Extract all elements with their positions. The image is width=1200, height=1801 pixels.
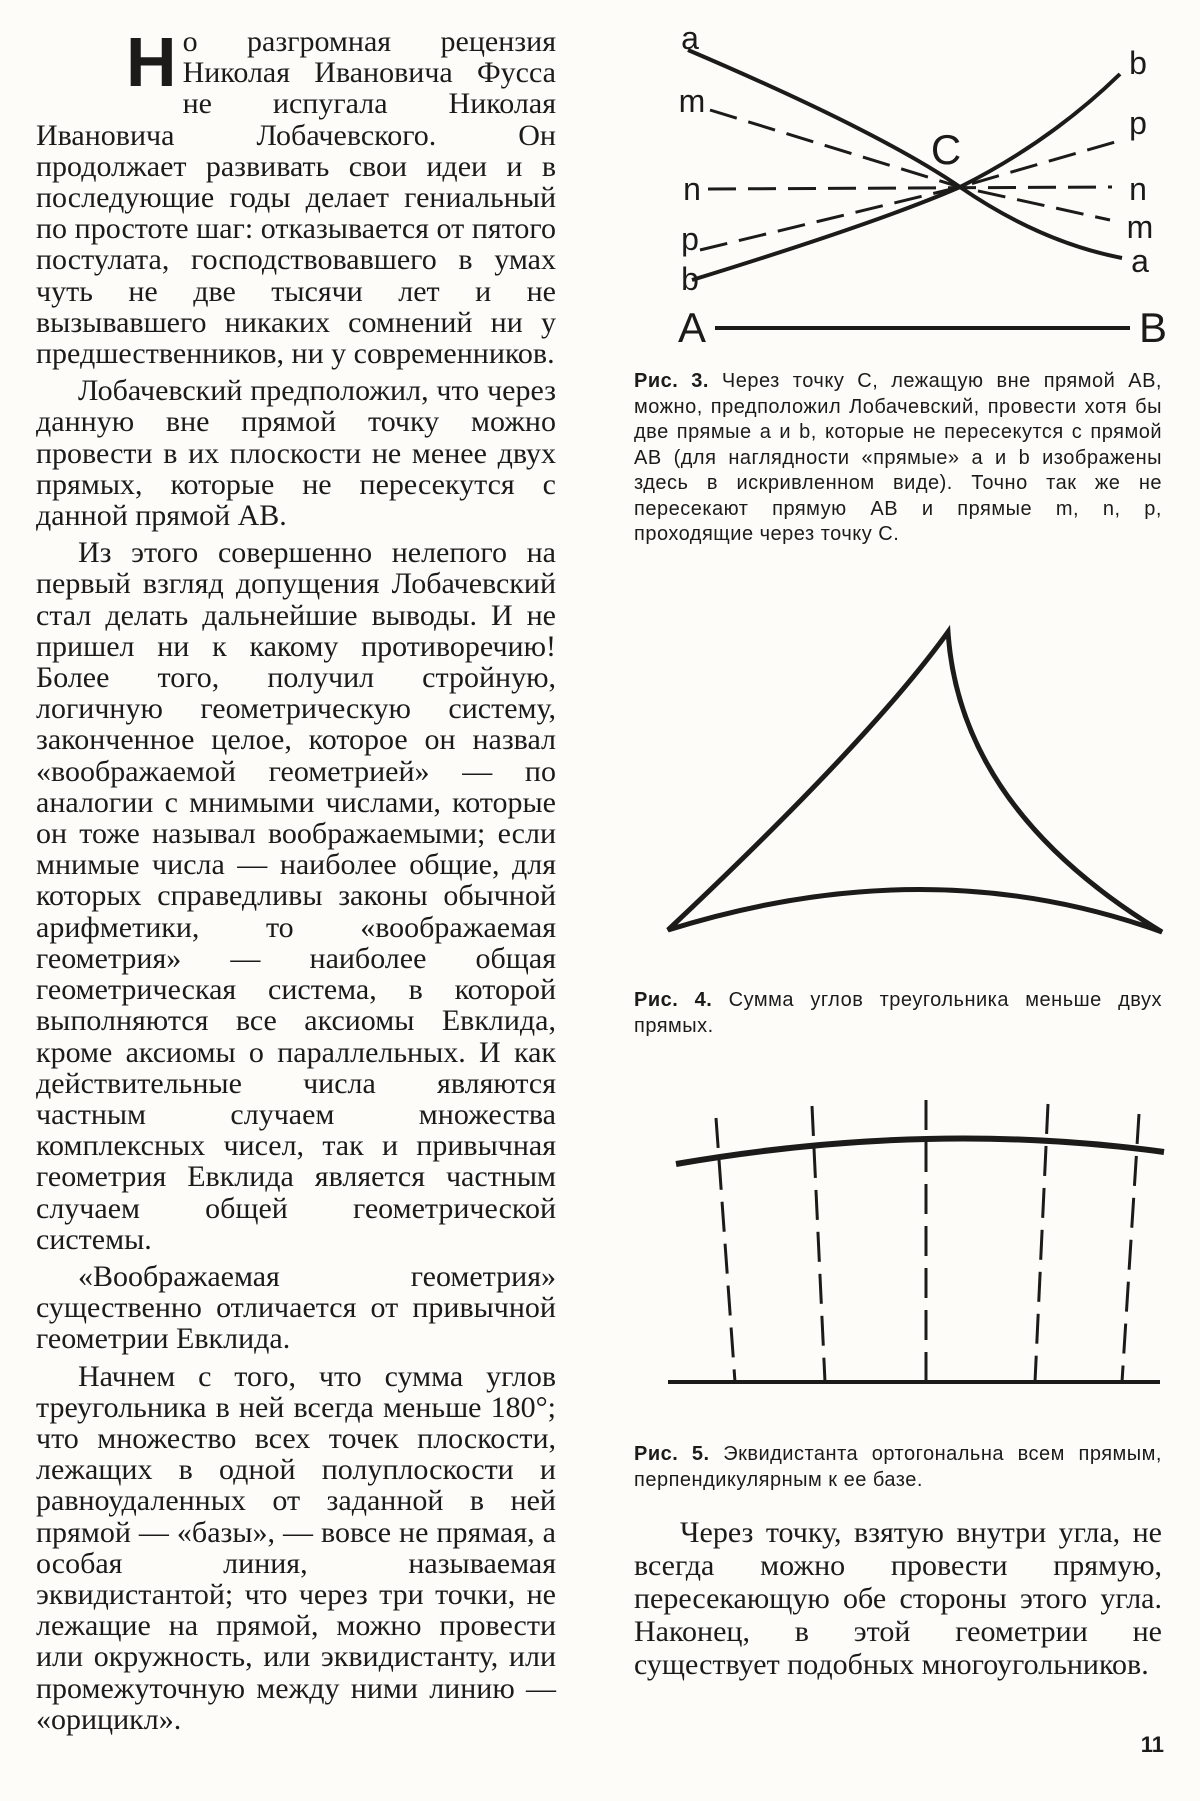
label-a-left: a: [681, 20, 699, 56]
label-b-left: b: [681, 261, 699, 297]
figure-3-caption: [634, 369, 1162, 548]
figure-4-caption-text: Сумма углов треугольника меньше двух прямых.: [634, 989, 1162, 1037]
figure-5-caption-text: Эквидистанта ортогональна всем прямым, перпендикулярным к ее базе.: [634, 1443, 1162, 1491]
line-p: [700, 142, 1115, 250]
equidistant-curve: [676, 1139, 1164, 1164]
figure-5: [660, 1080, 1180, 1400]
figure-5-diagram: [660, 1080, 1180, 1400]
label-point-B: B: [1138, 304, 1168, 351]
paragraph-5: Начнем с того, что сумма углов треугольника в ней всегда меньше 180°; что множество всех точек плоскости, лежащих в одной полуплоскости и равноудаленных от заданной в ней прямой — «базы», — вовсе не прямая, а особая линия, называемая эквидистантой; что через три точки, не лежащие на прямой, можно провести или окружность, или эквидистанту, или промежуточную между ними линию — «орицикл».: [36, 1359, 556, 1736]
figure-3-diagram: [660, 22, 1180, 352]
perpendicular-5: [1122, 1114, 1139, 1382]
right-paragraph: Через точку, взятую внутри угла, не всегда можно провести прямую, пересекающую обе стороны этого угла. Наконец, в этой геометрии не существует подобных многоугольников.: [634, 1516, 1162, 1681]
label-b-right: b: [1129, 45, 1147, 81]
label-point-A: A: [677, 304, 707, 351]
page-number: 11: [1140, 1732, 1164, 1757]
hyperbolic-triangle: [668, 632, 1162, 932]
paragraph-2: Лобачевский предположил, что через данную вне прямой точку можно провести в их плоскости не менее двух прямых, которые не пересекутся с данной прямой AB.: [36, 374, 556, 533]
left-column: [36, 23, 556, 1736]
figure-5-caption-label: Рис. 5.: [634, 1443, 710, 1465]
paragraph-3: Из этого совершенно нелепого на первый взгляд допущения Лобачевский стал делать дальнейшие выводы. И не пришел ни к какому противоречию! Более того, получил стройную, логичную геометрическую систему, законченное целое, которое он назвал «воображаемой геометрией» — по аналогии с мнимыми числами, которые он тоже называл воображаемыми; если мнимые числа — наиболее общие, для которых справедливы законы обычной арифметики, то «воображаемая геометрия» — наиболее общая геометрическая система, в которой выполняются все аксиомы Евклида, кроме аксиомы о параллельных. И как действительные числа являются частным случаем множества комплексных чисел, так и привычная геометрия Евклида является частным случаем общей геометрической системы.: [36, 536, 556, 1256]
line-m: [710, 110, 1110, 220]
line-b: [692, 74, 1120, 280]
figure-3: [660, 22, 1180, 352]
line-a: [688, 50, 1122, 258]
drop-cap: Н: [126, 23, 177, 101]
label-m-right: m: [1126, 209, 1154, 245]
figure-4-caption-label: Рис. 4.: [634, 989, 713, 1011]
figure-5-caption: [634, 1442, 1162, 1493]
figure-3-caption-text: Через точку C, лежащую вне прямой AB, можно, предположил Лобачевский, провести хотя бы две прямые a и b, которые не пересекутся с прямой AB (для наглядности «прямые» a и b изображены здесь в искривленном виде). Точно так же не пересекают прямую AB и прямые m, n, p, проходящие через точку C.: [634, 370, 1162, 545]
label-n-right: n: [1129, 171, 1147, 207]
line-n: [708, 187, 1112, 189]
label-a-right: a: [1131, 243, 1149, 279]
figure-4-caption: [634, 988, 1162, 1039]
label-p-left: p: [681, 221, 699, 257]
figure-3-caption-label: Рис. 3.: [634, 370, 709, 392]
figure-4: [660, 620, 1180, 940]
perpendicular-4: [1035, 1104, 1048, 1382]
figure-4-diagram: [660, 620, 1180, 940]
label-point-C: C: [930, 126, 962, 173]
paragraph-1-text: о разгромная рецензия Николая Ивановича Фусса не испугала Николая Ивановича Лобачевского. Он продолжает развивать свои идеи и в последующие годы делает гениальный по простоте шаг: отказывается от пятого постулата, господствовавшего в умах чуть не две тысячи лет и не вызывавшего никаких сомнений ни у предшественников, ни у современников.: [36, 25, 556, 371]
paragraph-1: [36, 23, 556, 371]
label-n-left: n: [683, 171, 701, 207]
label-p-right: p: [1129, 105, 1147, 141]
paragraph-4: «Воображаемая геометрия» существенно отличается от привычной геометрии Евклида.: [36, 1259, 556, 1356]
right-column-text: [634, 1516, 1162, 1681]
label-m-left: m: [678, 83, 706, 119]
